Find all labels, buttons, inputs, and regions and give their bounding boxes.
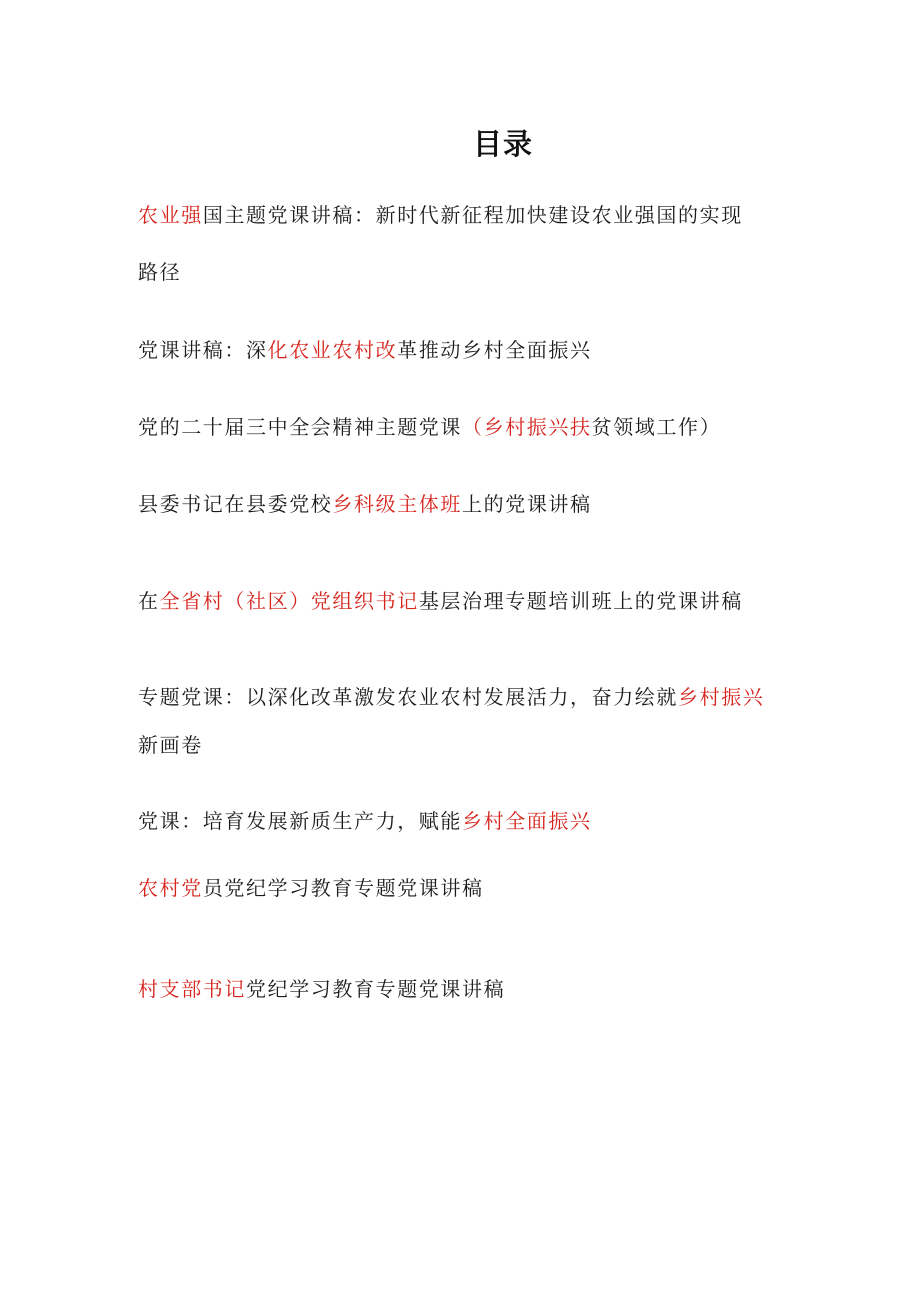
highlighted-text: 农业强 [138, 203, 203, 227]
highlighted-text: 乡村振兴 [678, 685, 765, 709]
toc-entry-7[interactable] [138, 807, 798, 835]
entry-text: 上的党课讲稿 [462, 492, 592, 516]
toc-entry-1[interactable] [138, 201, 798, 229]
highlighted-text: 乡科级主体班 [332, 492, 463, 516]
entry-text: 员党纪学习教育专题党课讲稿 [202, 876, 484, 900]
toc-entry-4[interactable] [138, 490, 798, 518]
entry-text: 党课讲稿：深 [138, 338, 268, 362]
toc-entry-5[interactable] [138, 587, 798, 615]
highlighted-text: 村支部书记 [138, 977, 246, 1001]
entry-text: 专题党课：以深化改革激发农业农村发展活力，奋力绘就 [138, 685, 678, 709]
entry-text: 基层治理专题培训班上的党课讲稿 [418, 589, 743, 613]
toc-entry-3[interactable] [138, 413, 798, 441]
entry-text: 党的二十届三中全会精神主题党课 [138, 415, 462, 439]
toc-title: 目录 [472, 127, 533, 161]
entry-text: 路径 [138, 260, 182, 284]
toc-entry-9[interactable] [138, 975, 798, 1003]
entry-text: 国主题党课讲稿：新时代新征程加快建设农业强国的实现 [202, 203, 743, 227]
entry-text: 县委书记在县委党校 [138, 492, 333, 516]
highlighted-text: 农村党 [138, 876, 203, 900]
entry-text: 党课：培育发展新质生产力，赋能 [138, 809, 462, 833]
entry-text: 革推动乡村全面振兴 [397, 338, 592, 362]
highlighted-text: 乡村全面振兴 [462, 809, 592, 833]
entry-text: 贫领域工作） [591, 415, 722, 439]
highlighted-text: 化农业农村改 [267, 338, 398, 362]
entry-text: 党纪学习教育专题党课讲稿 [246, 977, 506, 1001]
entry-text: 在 [138, 589, 160, 613]
toc-entry-2[interactable] [138, 336, 798, 364]
highlighted-text: 全省村（社区）党组织书记 [159, 589, 419, 613]
toc-entry-6-continued[interactable] [138, 731, 798, 759]
entry-text: 新画卷 [138, 733, 203, 757]
toc-entry-8[interactable] [138, 874, 798, 902]
toc-entry-1-continued[interactable] [138, 258, 798, 286]
toc-entry-6[interactable] [138, 683, 798, 711]
highlighted-text: （乡村振兴扶 [462, 415, 592, 439]
